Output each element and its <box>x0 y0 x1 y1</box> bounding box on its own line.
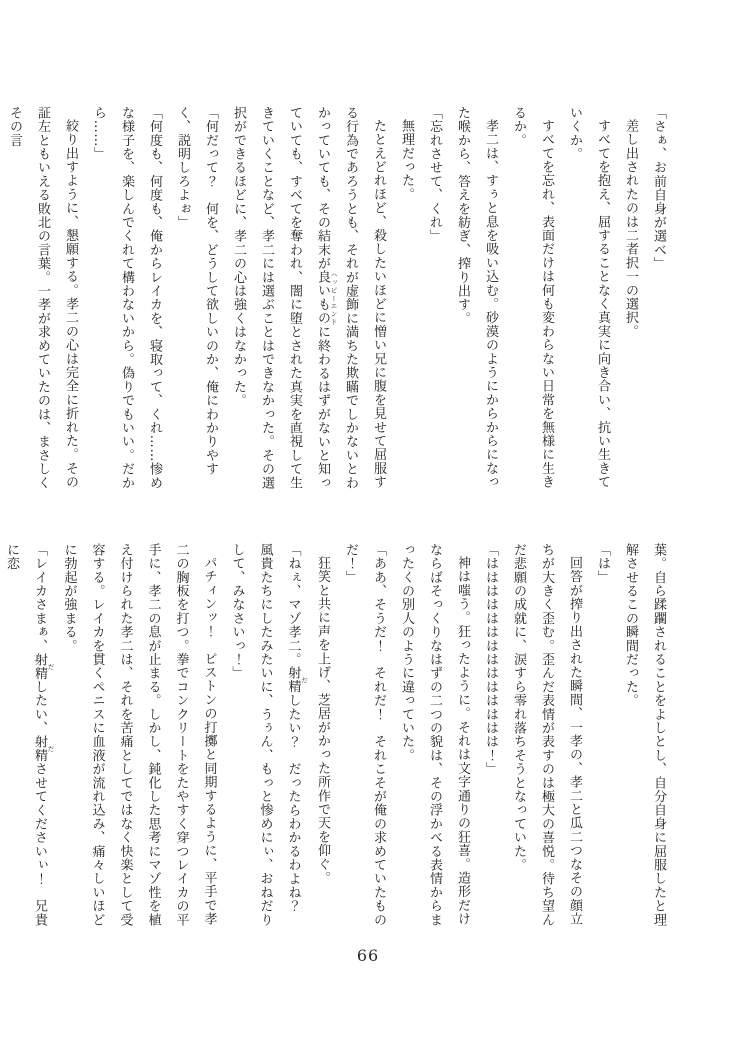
text-tier-bottom <box>4 543 672 937</box>
narration-paragraph: 回答が搾り出された瞬間、一孝の、孝二と瓜二つなその顔立ちが大きく歪む。歪んだ表情が表すのは極大の喜悦。待ち望んだ悲願の成就に、涙すら零れ落ちそうとなっていた。 <box>511 543 582 927</box>
furigana-ruby: 射精 だ <box>32 734 55 763</box>
dialogue-paragraph: 「は」 <box>595 543 610 585</box>
narration-paragraph: 葉。自ら蹂躙されることをよしとし、自分自身に屈服したと理解させるこの瞬間だった。 <box>623 543 666 927</box>
page-number: 66 <box>356 946 380 965</box>
text-tier-top <box>7 106 672 500</box>
dialogue-paragraph: 「忘れさせて、くれ」 <box>427 106 442 243</box>
dialogue-paragraph: 「ねぇ、マゾ孝二。射精 だしたい？ だったらわかるわよね？ 風貴たちにしたみたいに、うぅん、もっと惨めにぃ、おねだりして、みなさいっ！」 <box>229 543 308 927</box>
narration-paragraph: すべてを忘れ、表面だけは何も変わらない日常を無様に生きるか。 <box>511 106 554 489</box>
narration-paragraph: 差し出されたのは二者択一の選択。 <box>623 119 638 339</box>
dialogue-paragraph: 「さぁ、お前自身が選べ」 <box>651 106 666 271</box>
narration-paragraph: パチィンッ！ ピストンの打擲と同期するように、平手で孝二の胸板を打つ。拳でコンクリートをたやすく穿つレイカの平手に、孝二の息が止まる。しかし、鈍化した思考にマゾ性を植え付けられた孝二は、それを苦痛としてではなく快楽として受容する。レイカを貫くペニスに血液が流れ込み、痛々しいほどに勃起が強まる。 <box>61 543 217 927</box>
furigana-reading: だ <box>300 666 308 694</box>
narration-paragraph: たとえどれほど、殺したいほどに憎い兄に腹を見せて屈服する行為であろうとも、それが虚飾に満ちた欺瞞でしかないとわかっていても、その結末が良いもの ハッピーエンドに終わるはずがないと知っていても、すべてを奪われ、闇に堕とされた真実を直視して生きていくことなど、孝二には選ぶことはできなかった。その選択ができるほどに、孝二の心は強くはなかった。 <box>231 106 386 490</box>
dialogue-paragraph: 「ああ、そうだ！ それだ！ それこそが俺の求めていたものだ！」 <box>343 543 386 927</box>
furigana-reading: だ <box>46 734 55 763</box>
narration-paragraph: 絞り出すように、懇願する。孝二の心は完全に折れた。その証左ともいえる敗北の言葉。一孝が求めていたのは、まさしくその言 <box>7 106 78 490</box>
furigana-reading: だ <box>46 652 55 681</box>
narration-paragraph: 神は嗤う。狂ったように。それは文字通りの狂喜。造形だけならばそっくりなはずの二つの貌は、その浮かべる表情からまったくの別人のように違っていた。 <box>399 543 470 927</box>
dialogue-paragraph: 「レイカさまぁ、射精 だしたい、射精 ださせてくださいぃ！ 兄貴に恋 <box>4 543 55 927</box>
furigana-ruby: 射精 だ <box>285 666 308 694</box>
narration-paragraph: すべてを抱え、屈することなく真実に向き合い、抗い生きていくか。 <box>567 106 610 489</box>
narration-paragraph: 狂笑と共に声を上げ、芝居がかった所作で天を仰ぐ。 <box>315 556 330 885</box>
dialogue-paragraph: 「何だって？ 何を、どうして欲しいのか、俺にわかりやすく、説明しろよぉ」 <box>175 106 218 476</box>
furigana-reading: ハッピーエンド <box>329 270 338 326</box>
furigana-ruby: 射精 だ <box>32 652 55 681</box>
narration-paragraph: 無理だった。 <box>399 119 414 202</box>
narration-paragraph: 孝二は、すぅと息を吸い込む。砂漠のようにからからになった喉から、答えを紡ぎ、搾り出す。 <box>455 106 498 489</box>
dialogue-paragraph: 「はははははははははははははは！」 <box>483 543 498 776</box>
dialogue-paragraph: 「何度も、何度も、俺からレイカを、寝取って、くれ……惨めな様子を、楽しんでくれて構わないから。偽りでもいい。だから……」 <box>91 106 162 490</box>
furigana-ruby: 良いもの ハッピーエンド <box>315 270 338 326</box>
